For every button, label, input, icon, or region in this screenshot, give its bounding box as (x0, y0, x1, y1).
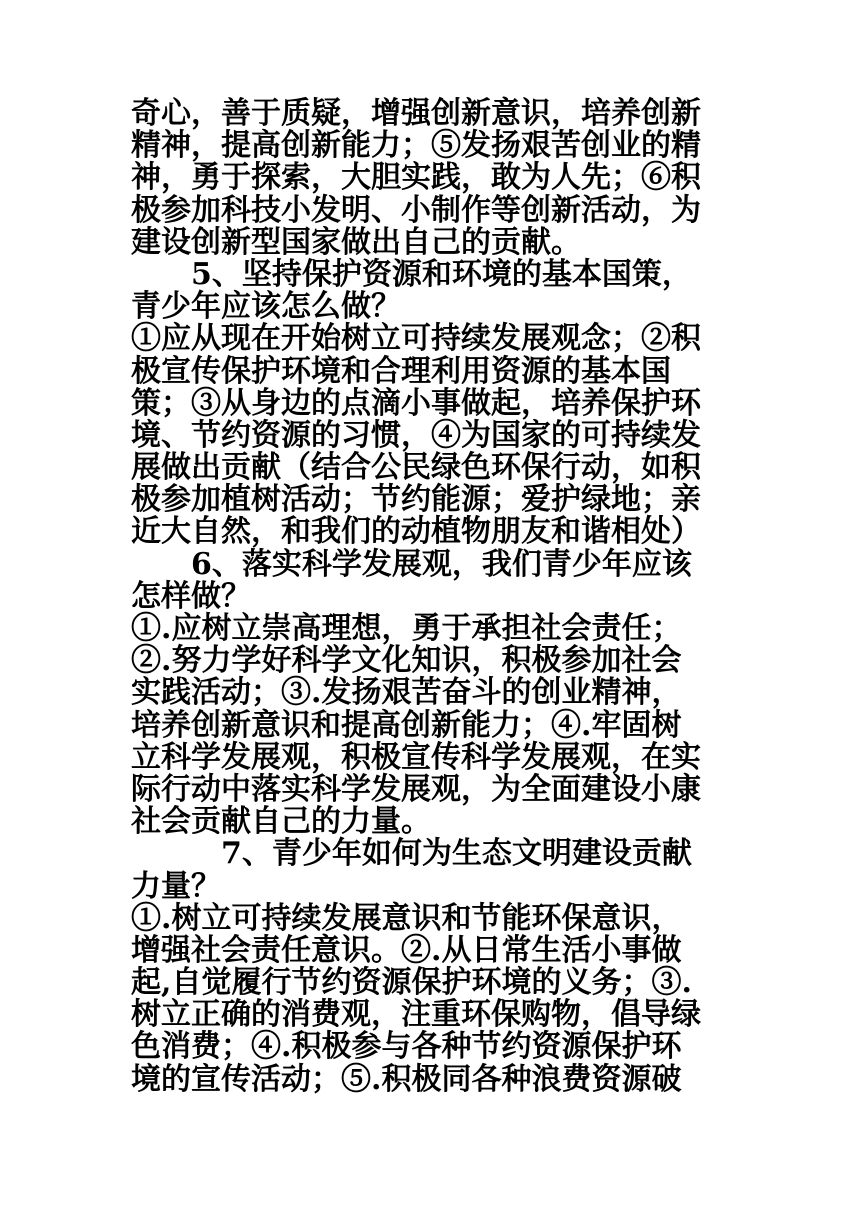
section-heading: 7、青少年如何为生态文明建设贡献 (221, 836, 692, 872)
text-line: 增强社会责任意识。②.从日常生活小事做 (131, 932, 682, 968)
text-line: 境、节约资源的习惯，④为国家的可持续发 (131, 417, 701, 453)
text-line: 色消费；④.积极参与各种节约资源保护环 (131, 1029, 682, 1065)
text-line: 近大自然，和我们的动植物朋友和谐相处） (131, 514, 701, 550)
text-line: 际行动中落实科学发展观，为全面建设小康 (131, 771, 701, 807)
section-heading: 5、坚持保护资源和环境的基本国策， (191, 256, 692, 292)
text-line: 起,自觉履行节约资源保护环境的义务；③. (131, 965, 692, 1001)
text-line: 极参加植树活动；节约能源；爱护绿地；亲 (131, 482, 701, 518)
text-line: 奇心，善于质疑，增强创新意识，培养创新 (131, 96, 701, 131)
text-line: ②.努力学好科学文化知识，积极参加社会 (131, 643, 682, 679)
text-line: 神，勇于探索，大胆实践，敢为人先；⑥积 (131, 160, 701, 196)
text-line: 境的宣传活动；⑤.积极同各种浪费资源破 (131, 1061, 682, 1097)
text-line: ①.应树立崇高理想，勇于承担社会责任； (131, 611, 682, 646)
text-line: 实践活动；③.发扬艰苦奋斗的创业精神， (131, 675, 682, 711)
text-line: 极宣传保护环境和合理利用资源的基本国 (131, 353, 671, 389)
section-heading-continuation: 青少年应该怎么做？ (131, 289, 401, 325)
text-line: 极参加科技小发明、小制作等创新活动，为 (131, 192, 701, 228)
section-heading-continuation: 怎样做？ (131, 578, 251, 614)
text-line: ①应从现在开始树立可持续发展观念；②积 (131, 321, 701, 357)
text-line: 精神，提高创新能力；⑤发扬艰苦创业的精 (131, 128, 701, 164)
text-line: 策；③从身边的点滴小事做起，培养保护环 (131, 385, 701, 421)
section-heading-continuation: 力量？ (131, 868, 221, 904)
text-line: 展做出贡献（结合公民绿色环保行动，如积 (131, 450, 701, 486)
section-heading: 6、落实科学发展观，我们青少年应该 (191, 546, 692, 582)
text-line: 立科学发展观，积极宣传科学发展观，在实 (131, 739, 701, 775)
document-body (131, 98, 731, 1096)
text-line: 建设创新型国家做出自己的贡献。 (131, 224, 581, 260)
text-line: 树立正确的消费观，注重环保购物，倡导绿 (131, 997, 701, 1033)
text-line: 培养创新意识和提高创新能力；④.牢固树 (131, 707, 682, 743)
text-line: ①.树立可持续发展意识和节能环保意识， (131, 900, 682, 936)
text-line: 社会贡献自己的力量。 (131, 804, 431, 840)
